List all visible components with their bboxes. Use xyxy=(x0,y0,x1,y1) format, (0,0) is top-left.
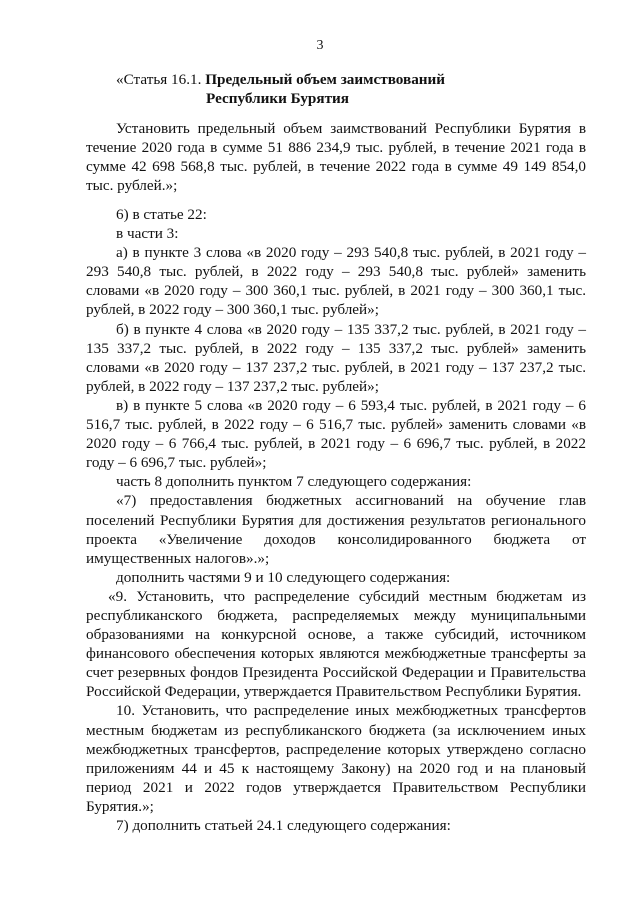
article-heading xyxy=(116,70,586,108)
paragraph: 6) в статье 22: xyxy=(116,206,207,223)
amendments-block xyxy=(86,205,586,835)
paragraph: в) в пункте 5 слова «в 2020 году – 6 593,4 тыс. рублей, в 2021 году – 6 516,7 тыс. рублей, в 2022 году – 6 516,7 тыс. рублей» заменить словами «в 2020 году – 6 766,4 тыс. рублей, в 2021 году – 6 696,7 тыс. рублей, в 2022 году – 6 696,7 тыс. рублей»; xyxy=(86,396,586,472)
paragraph: «9. Установить, что распределение субсидий местным бюджетам из республиканского бюджета, распределяемых между муниципальными образованиями на конкурсной основе, а также субсидий, источником финансового обеспечения которых являются межбюджетные трансферты за счет резервных фондов Президента Российской Федерации и Правительства Российской Федерации, утверждается Правительством Республики Бурятия. xyxy=(86,587,586,701)
article-title-line1: Предельный объем заимствований xyxy=(205,71,446,88)
paragraph-limit xyxy=(86,119,586,195)
paragraph: а) в пункте 3 слова «в 2020 году – 293 540,8 тыс. рублей, в 2021 году – 293 540,8 тыс. рублей, в 2022 году – 293 540,8 тыс. рублей» заменить словами «в 2020 году – 300 360,1 тыс. рублей, в 2021 году – 300 360,1 тыс. рублей, в 2022 году – 300 360,1 тыс. рублей»; xyxy=(86,244,586,319)
paragraph: 7) дополнить статьей 24.1 следующего содержания: xyxy=(116,817,451,834)
paragraph: «7) предоставления бюджетных ассигнований на обучение глав поселений Республики Бурятия для достижения результатов регионального проекта «Увеличение доходов консолидированного бюджета от имущественных налогов».»; xyxy=(86,492,586,567)
paragraph: б) в пункте 4 слова «в 2020 году – 135 337,2 тыс. рублей, в 2021 году – 135 337,2 тыс. рублей, в 2022 году – 135 337,2 тыс. рублей» заменить словами «в 2020 году – 137 237,2 тыс. рублей, в 2021 году – 137 237,2 тыс. рублей, в 2022 году – 137 237,2 тыс. рублей»; xyxy=(86,320,586,395)
paragraph: 10. Установить, что распределение иных межбюджетных трансфертов местным бюджетам из республиканского бюджета (за исключением иных межбюджетных трансфертов, распределение которых утверждено согласно приложениям 44 и 45 к настоящему Закону) на 2020 год и на плановый период 2021 и 2022 годов утверждается Правительством Республики Бурятия.»; xyxy=(86,702,586,815)
paragraph: дополнить частями 9 и 10 следующего содержания: xyxy=(116,568,451,586)
article-title-line2: Республики Бурятия xyxy=(206,90,350,108)
article-prefix: «Статья 16.1. xyxy=(116,71,206,88)
paragraph: часть 8 дополнить пунктом 7 следующего содержания: xyxy=(116,473,472,491)
paragraph: Установить предельный объем заимствований Республики Бурятия в течение 2020 года в сумме 51 886 234,9 тыс. рублей, в течение 2021 года в сумме 42 698 568,8 тыс. рублей, в течение 2022 года в сумме 49 149 854,0 тыс. рублей.»; xyxy=(86,120,586,195)
page-number: 3 xyxy=(316,38,324,53)
paragraph: в части 3: xyxy=(116,225,179,243)
